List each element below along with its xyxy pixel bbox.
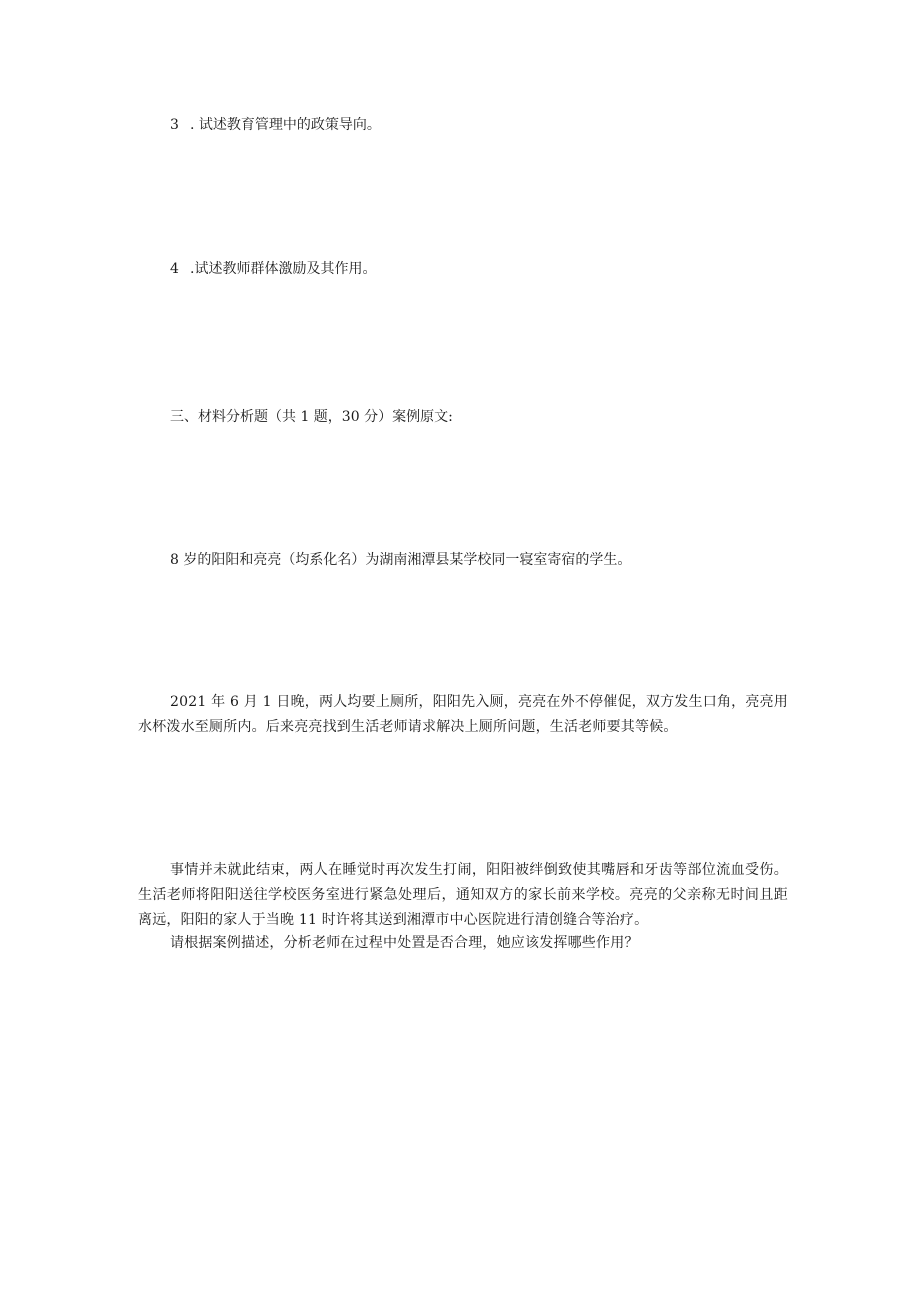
question-4 xyxy=(170,258,376,280)
case-paragraph-3: 事情并未就此结束，两人在睡觉时再次发生打闹，阳阳被绊倒致使其嘴唇和牙齿等部位流血受伤。生活老师将阳阳送往学校医务室进行紧急处理后，通知双方的家长前来学校。亮亮的父亲称无时间且距离远，阳阳的家人于当晚 11 时许将其送到湘潭市中心医院进行清创缝合等治疗。 xyxy=(138,862,788,928)
case-paragraph-2: 2021 年 6 月 1 日晚，两人均要上厕所，阳阳先入厕，亮亮在外不停催促，双方发生口角，亮亮用水杯泼水至厕所内。后来亮亮找到生活老师请求解决上厕所问题，生活老师要其等候。 xyxy=(138,694,788,735)
question-3 xyxy=(170,114,381,136)
case-paragraph-2-block xyxy=(138,690,788,740)
question-4-number: 4 xyxy=(170,261,179,277)
case-question: 请根据案例描述，分析老师在过程中处置是否合理，她应该发挥哪些作用？ xyxy=(170,935,639,951)
case-paragraph-1: 8 岁的阳阳和亮亮（均系化名）为湖南湘潭县某学校同一寝室寄宿的学生。 xyxy=(170,552,632,568)
question-4-text: .试述教师群体激励及其作用。 xyxy=(190,261,377,277)
section-heading: 三、材料分析题（共 1 题，30 分）案例原文: xyxy=(170,409,453,425)
question-3-number: 3 xyxy=(170,117,179,133)
question-3-text: . 试述教育管理中的政策导向。 xyxy=(190,117,381,133)
case-paragraph-3-block xyxy=(138,858,788,953)
